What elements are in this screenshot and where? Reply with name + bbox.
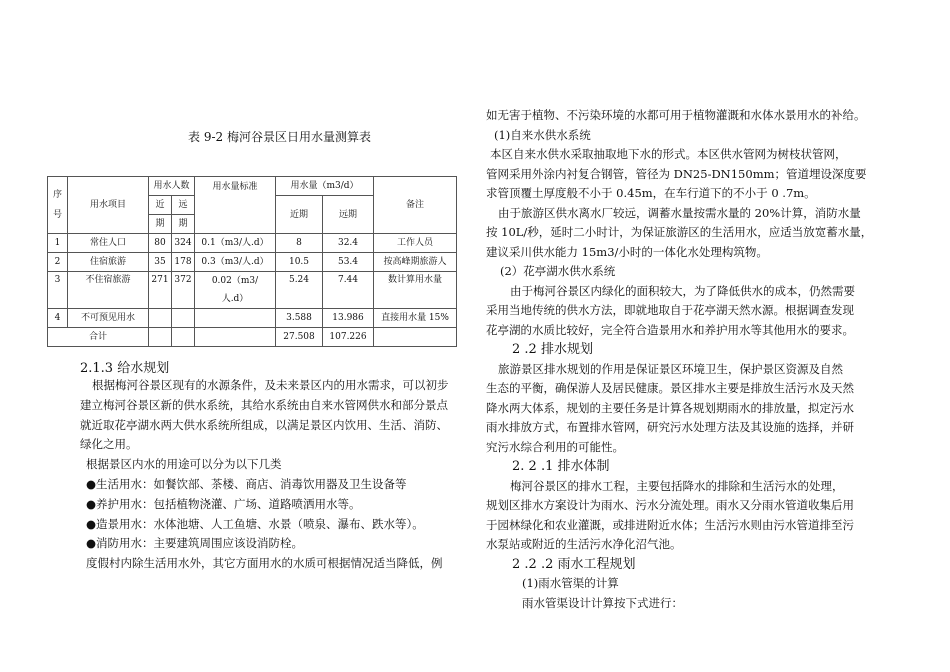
- header-far: 远: [172, 196, 195, 215]
- section-heading-2-1-3: 2.1.3 给水规划: [80, 361, 170, 376]
- bullet-item: ●养护用水：包括植物浇灌、广场、道路喷洒用水等。: [86, 496, 361, 511]
- cell-vol-near: 5.24: [276, 272, 323, 309]
- cell-vol-near: 3.588: [276, 309, 323, 328]
- paragraph-line: 度假村内除生活用水外，其它方面用水的水质可根据情况适当降低，例: [86, 556, 443, 571]
- cell-vol-near: 8: [276, 234, 323, 253]
- cell-vol-far: 7.44: [323, 272, 374, 309]
- cell-vol-far: 53.4: [323, 253, 374, 272]
- cell-total-near: 27.508: [276, 328, 323, 347]
- cell-item: 常住人口: [68, 234, 149, 253]
- paragraph-line: 绿化之用。: [80, 437, 138, 452]
- left-body: [80, 376, 449, 574]
- paragraph-line: 花亭湖的水质比较好，完全符合造景用水和养护用水等其他用水的要求。: [486, 322, 854, 337]
- table-total-row: [48, 328, 457, 347]
- header-vol-far: 远期: [323, 196, 374, 234]
- cell-no: 3: [48, 272, 68, 309]
- section-heading-2-2-2: 2 .2 .2 雨水工程规划: [512, 556, 636, 572]
- header-seq: 序 号: [48, 177, 68, 234]
- paragraph-line: 究污水综合利用的可能性。: [486, 439, 624, 454]
- header-volume: 用水量（m3/d）: [276, 177, 374, 196]
- header-remark: 备注: [374, 177, 457, 234]
- paragraph-line: 求管顶覆土厚度般不小于 0.45m，在车行道下的不小于 0 .7m。: [486, 186, 816, 200]
- paragraph-line: 本区自来水供水采取抽取地下水的形式。本区供水管网为树枝状管网，: [490, 147, 847, 161]
- right-body: [486, 106, 872, 613]
- paragraph-line: (2）花亭湖水供水系统: [500, 264, 616, 278]
- paragraph-line: 建议采川供水能力 15m3/小时的一体化水处理构筑物。: [486, 244, 768, 259]
- header-near: 近: [149, 196, 172, 215]
- cell-people-near: 35: [149, 253, 172, 272]
- paragraph-line: 管网采用外涂内衬复合钢管，管径为 DN25-DN150mm；管道埋设深度要: [486, 166, 867, 181]
- bullet-item: ●生活用水：如餐饮部、茶楼、商店、消毒饮用器及卫生设备等: [86, 476, 407, 491]
- cell-empty: [195, 309, 276, 328]
- header-people: 用水人数: [149, 177, 195, 196]
- paragraph-line: 由于梅河谷景区内绿化的面积较大，为了降低供水的成本，仍然需要: [510, 283, 855, 298]
- header-vol-near: 近期: [276, 196, 323, 234]
- paragraph-line: 根据景区内水的用途可以分为以下几类: [86, 457, 282, 472]
- bullet-item: ●造景用水：水体池塘、人工鱼塘、水景（喷泉、瀑布、跌水等）。: [86, 516, 424, 531]
- cell-empty: [149, 309, 172, 328]
- paragraph-line: 规划区排水方案设计为雨水、污水分流处理。雨水又分雨水管道收集后用: [486, 498, 854, 512]
- cell-people-near: 271: [149, 272, 172, 309]
- table-row: [48, 234, 457, 253]
- paragraph-line: 雨水排放方式，布置排水管网，研究污水处理方法及其设施的选择，并研: [486, 420, 854, 434]
- cell-no: 4: [48, 309, 68, 328]
- header-item: 用水项目: [68, 177, 149, 234]
- table-row: [48, 272, 457, 309]
- cell-empty: [195, 328, 276, 347]
- cell-standard: 0.02（m3/ 人.d）: [195, 272, 276, 309]
- paragraph-line: 由于旅游区供水离水厂较远，调蓄水量按需水量的 20%计算，消防水量: [498, 205, 861, 220]
- cell-item: 不可预见用水: [68, 309, 149, 328]
- water-usage-table: [47, 176, 457, 347]
- paragraph-line: 按 10L/秒，延时二小时计，为保证旅游区的生活用水，应适当放宽蓄水量，: [486, 225, 873, 239]
- cell-standard: 0.1（m3/人.d）: [195, 234, 276, 253]
- paragraph-line: 降水两大体系，规划的主要任务是计算各规划期雨水的排放量，拟定污水: [486, 400, 854, 415]
- cell-remark: 直接用水量 15%: [374, 309, 457, 328]
- cell-people-near: 80: [149, 234, 172, 253]
- header-near-2: 期: [149, 215, 172, 234]
- bullet-item: ●消防用水：主要建筑周围应该设消防栓。: [86, 536, 304, 551]
- cell-item: 住宿旅游: [68, 253, 149, 272]
- cell-empty: [172, 309, 195, 328]
- paragraph-line: 水泵站或附近的生活污水净化沼气池。: [486, 537, 682, 551]
- cell-people-far: 178: [172, 253, 195, 272]
- paragraph-line: 根据梅河谷景区现有的水源条件，及未来景区内的用水需求，可以初步: [92, 378, 449, 392]
- paragraph-line: 旅游景区排水规划的作用是保证景区环境卫生，保护景区资源及自然: [498, 361, 843, 376]
- subheading: (1)雨水管渠的计算: [522, 576, 619, 590]
- section-heading-2-2-1: 2. 2 .1 排水体制: [512, 459, 610, 474]
- cell-no: 2: [48, 253, 68, 272]
- cell-remark: 工作人员: [374, 234, 457, 253]
- paragraph-line: 于园林绿化和农业灌溉，或排进附近水体；生活污水则由污水管道排至污: [486, 517, 854, 532]
- cell-no: 1: [48, 234, 68, 253]
- cell-item: 不住宿旅游: [68, 272, 149, 309]
- cell-people-far: 324: [172, 234, 195, 253]
- cell-remark: 按高峰期旅游人: [374, 253, 457, 272]
- section-heading-2-2: 2 .2 排水规划: [512, 342, 593, 357]
- paragraph-line: 就近取花亭湖水两大供水系统所组成，以满足景区内饮用、生活、消防、: [80, 417, 448, 432]
- cell-empty: [149, 328, 172, 347]
- paragraph-line: 生态的平衡，确保游人及居民健康。景区排水主要是排放生活污水及天然: [486, 381, 854, 395]
- paragraph-line: 雨水管渠设计计算按下式进行：: [522, 595, 683, 610]
- cell-total-label: 合计: [48, 328, 149, 347]
- cell-vol-near: 10.5: [276, 253, 323, 272]
- paragraph-line: (1)自来水供水系统: [494, 127, 591, 142]
- table-caption: 表 9-2 梅河谷景区日用水量测算表: [188, 130, 371, 144]
- cell-empty: [172, 328, 195, 347]
- paragraph-line: 如无害于植物、不污染环境的水都可用于植物灌溉和水体水景用水的补给。: [486, 108, 866, 122]
- paragraph-line: 建立梅河谷景区新的供水系统，其给水系统由自来水管网供水和部分景点: [80, 397, 448, 412]
- paragraph-line: 梅河谷景区的排水工程，主要包括降水的排除和生活污水的处理，: [510, 478, 844, 493]
- header-far-2: 期: [172, 215, 195, 234]
- cell-people-far: 372: [172, 272, 195, 309]
- cell-remark: 数计算用水量: [374, 272, 457, 309]
- paragraph-line: 采用当地传统的供水方法，即就地取自于花亭湖天然水源。根据调查发现: [486, 303, 854, 317]
- cell-vol-far: 32.4: [323, 234, 374, 253]
- header-standard: 用水量标准: [195, 177, 276, 234]
- cell-total-far: 107.226: [323, 328, 374, 347]
- cell-empty: [374, 328, 457, 347]
- table-row: [48, 309, 457, 328]
- cell-standard: 0.3（m3/人.d）: [195, 253, 276, 272]
- table-row: [48, 253, 457, 272]
- cell-vol-far: 13.986: [323, 309, 374, 328]
